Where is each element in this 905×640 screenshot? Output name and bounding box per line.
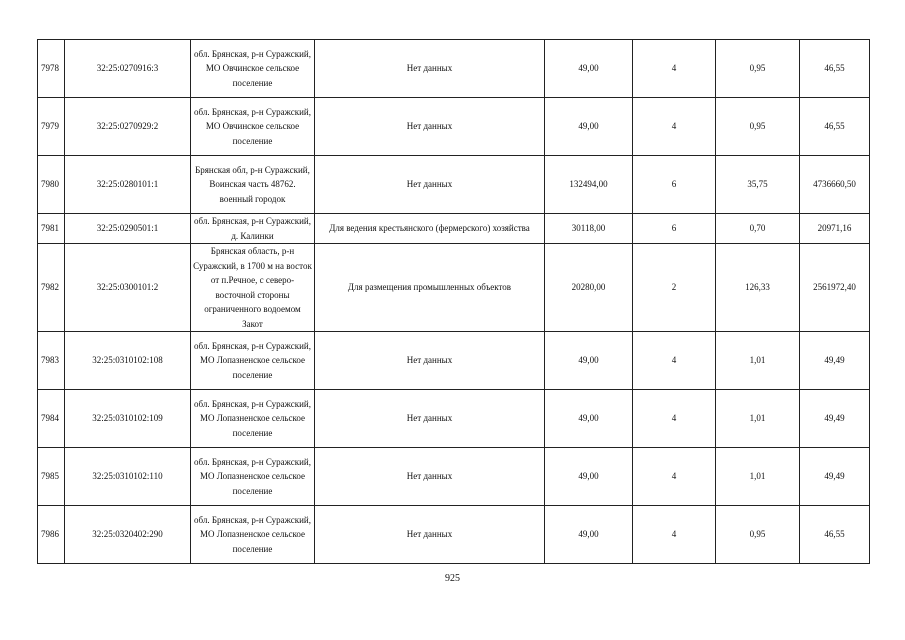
specific-value-cell: 1,01 [716, 390, 800, 448]
permitted-use-cell: Нет данных [315, 448, 545, 506]
permitted-use-cell: Для ведения крестьянского (фермерского) хозяйства [315, 214, 545, 244]
page-number: 925 [445, 573, 460, 584]
cadastral-value-cell: 49,49 [800, 390, 870, 448]
address-cell: обл. Брянская, р-н Суражский, МО Лопазненское сельское поселение [191, 506, 315, 564]
group-number-cell: 4 [633, 40, 716, 98]
cadastral-number-cell: 32:25:0310102:108 [65, 332, 191, 390]
group-number-cell: 6 [633, 214, 716, 244]
group-number-cell: 4 [633, 390, 716, 448]
table-row [38, 214, 870, 244]
area-cell: 49,00 [545, 98, 633, 156]
specific-value-cell: 0,95 [716, 98, 800, 156]
row-number-cell: 7985 [38, 448, 65, 506]
address-cell: обл. Брянская, р-н Суражский, МО Овчинское сельское поселение [191, 40, 315, 98]
permitted-use-cell: Нет данных [315, 40, 545, 98]
specific-value-cell: 35,75 [716, 156, 800, 214]
group-number-cell: 6 [633, 156, 716, 214]
cadastral-value-cell: 4736660,50 [800, 156, 870, 214]
cadastral-number-cell: 32:25:0310102:110 [65, 448, 191, 506]
group-number-cell: 4 [633, 448, 716, 506]
permitted-use-cell: Нет данных [315, 332, 545, 390]
table-row [38, 40, 870, 98]
land-register-table [37, 39, 870, 564]
permitted-use-cell: Нет данных [315, 390, 545, 448]
row-number-cell: 7986 [38, 506, 65, 564]
address-cell: обл. Брянская, р-н Суражский, д. Калинки [191, 214, 315, 244]
cadastral-value-cell: 46,55 [800, 506, 870, 564]
cadastral-number-cell: 32:25:0300101:2 [65, 244, 191, 332]
permitted-use-cell: Нет данных [315, 156, 545, 214]
permitted-use-cell: Нет данных [315, 506, 545, 564]
table-row [38, 506, 870, 564]
cadastral-number-cell: 32:25:0280101:1 [65, 156, 191, 214]
cadastral-number-cell: 32:25:0320402:290 [65, 506, 191, 564]
area-cell: 132494,00 [545, 156, 633, 214]
group-number-cell: 4 [633, 98, 716, 156]
area-cell: 30118,00 [545, 214, 633, 244]
table-row [38, 448, 870, 506]
row-number-cell: 7979 [38, 98, 65, 156]
cadastral-value-cell: 20971,16 [800, 214, 870, 244]
area-cell: 49,00 [545, 390, 633, 448]
address-cell: обл. Брянская, р-н Суражский, МО Овчинское сельское поселение [191, 98, 315, 156]
row-number-cell: 7978 [38, 40, 65, 98]
area-cell: 49,00 [545, 40, 633, 98]
area-cell: 49,00 [545, 506, 633, 564]
row-number-cell: 7980 [38, 156, 65, 214]
table-row [38, 244, 870, 332]
permitted-use-cell: Нет данных [315, 98, 545, 156]
group-number-cell: 4 [633, 506, 716, 564]
specific-value-cell: 1,01 [716, 448, 800, 506]
permitted-use-cell: Для размещения промышленных объектов [315, 244, 545, 332]
address-cell: обл. Брянская, р-н Суражский, МО Лопазненское сельское поселение [191, 390, 315, 448]
cadastral-number-cell: 32:25:0290501:1 [65, 214, 191, 244]
specific-value-cell: 126,33 [716, 244, 800, 332]
area-cell: 49,00 [545, 332, 633, 390]
row-number-cell: 7983 [38, 332, 65, 390]
area-cell: 20280,00 [545, 244, 633, 332]
group-number-cell: 4 [633, 332, 716, 390]
specific-value-cell: 0,70 [716, 214, 800, 244]
row-number-cell: 7981 [38, 214, 65, 244]
specific-value-cell: 0,95 [716, 40, 800, 98]
row-number-cell: 7982 [38, 244, 65, 332]
cadastral-value-cell: 49,49 [800, 332, 870, 390]
specific-value-cell: 1,01 [716, 332, 800, 390]
cadastral-number-cell: 32:25:0270916:3 [65, 40, 191, 98]
table-row [38, 98, 870, 156]
area-cell: 49,00 [545, 448, 633, 506]
table-row [38, 332, 870, 390]
cadastral-value-cell: 2561972,40 [800, 244, 870, 332]
row-number-cell: 7984 [38, 390, 65, 448]
cadastral-value-cell: 49,49 [800, 448, 870, 506]
cadastral-number-cell: 32:25:0310102:109 [65, 390, 191, 448]
address-cell: Брянская обл, р-н Суражский, Воинская часть 48762. военный городок [191, 156, 315, 214]
group-number-cell: 2 [633, 244, 716, 332]
table-row [38, 156, 870, 214]
cadastral-value-cell: 46,55 [800, 98, 870, 156]
specific-value-cell: 0,95 [716, 506, 800, 564]
cadastral-value-cell: 46,55 [800, 40, 870, 98]
address-cell: обл. Брянская, р-н Суражский, МО Лопазненское сельское поселение [191, 332, 315, 390]
address-cell: обл. Брянская, р-н Суражский, МО Лопазненское сельское поселение [191, 448, 315, 506]
cadastral-number-cell: 32:25:0270929:2 [65, 98, 191, 156]
address-cell: Брянская область, р-н Суражский, в 1700 м на восток от п.Речное, с северо-восточной стороны ограниченного водоемом Закот [191, 244, 315, 332]
table-row [38, 390, 870, 448]
